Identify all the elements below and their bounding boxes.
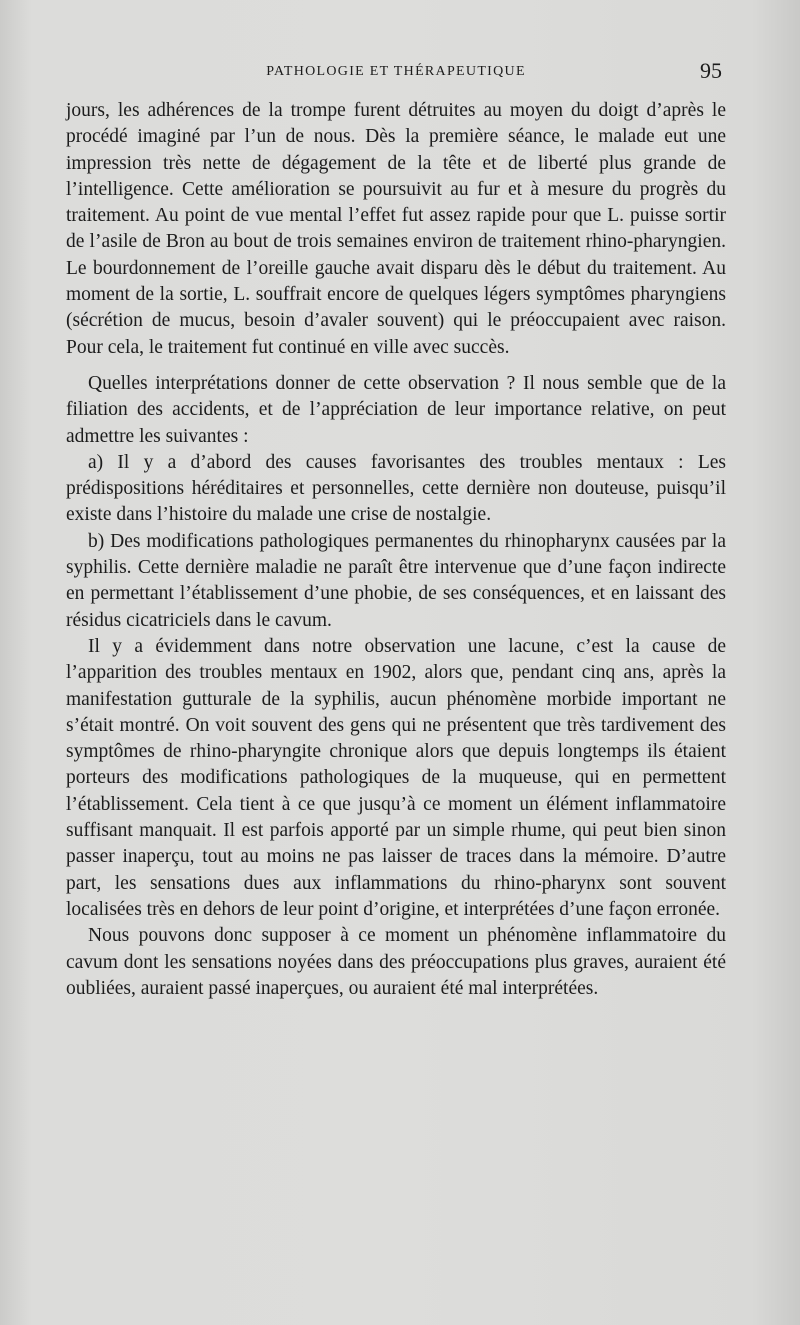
paragraph-point-a: a) Il y a d’abord des causes favorisantes des troubles mentaux : Les prédispositions héréditaires et personnelles, cette dernière non douteuse, puisqu’il existe dans l’histoire du malade une crise de nostalgie. — [66, 451, 726, 526]
paragraph-interpretations: Quelles interprétations donner de cette observation ? Il nous semble que de la filiation des accidents, et de l’appréciation de leur importance relative, on peut admettre les suivantes : — [66, 372, 726, 447]
page-header — [60, 58, 732, 88]
paragraph-continued: jours, les adhérences de la trompe furent détruites au moyen du doigt d’après le procédé imaginé par l’un de nous. Dès la première séance, le malade eut une impression très nette de dégagement de la tête et de liberté plus grande de l’intelligence. Cette amélioration se poursuivit au fur et à mesure du progrès du traitement. Au point de vue mental l’effet fut assez rapide pour que L. puisse sortir de l’asile de Bron au bout de trois semaines environ de traitement rhino-pharyngien. Le bourdonnement de l’oreille gauche avait disparu dès le début du traitement. Au moment de la sortie, L. souffrait encore de quelques légers symptômes pharyngiens (sécrétion de mucus, besoin d’avaler souvent) qui le préoccupaient avec raison. Pour cela, le traitement fut continué en ville avec succès. — [66, 100, 726, 358]
body-text — [66, 98, 726, 1002]
page-number: 95 — [700, 58, 722, 83]
paragraph-conclusion: Nous pouvons donc supposer à ce moment un phénomène inflammatoire du cavum dont les sensations noyées dans des préoccupations plus graves, auraient été oubliées, auraient passé inaperçues, ou auraient été mal interprétées. — [66, 925, 726, 999]
paragraph-point-b: b) Des modifications pathologiques permanentes du rhinopharynx causées par la syphilis. Cette dernière maladie ne paraît être intervenue que d’une façon indirecte en permettant l’établissement d’une phobie, de ses conséquences, et en laissant des résidus cicatriciels dans le cavum. — [66, 530, 726, 631]
paragraph-lacune: Il y a évidemment dans notre observation une lacune, c’est la cause de l’apparition des troubles mentaux en 1902, alors que, pendant cinq ans, après la manifestation gutturale de la syphilis, aucun phénomène morbide important ne s’était montré. On voit souvent des gens qui ne présentent que très tardivement des symptômes de rhino-pharyngite chronique alors que depuis longtemps ils étaient porteurs des modifications pathologiques de la muqueuse, qui en permettent l’établissement. Cela tient à ce que jusqu’à ce moment un élément inflammatoire suffisant manquait. Il est parfois apporté par un simple rhume, qui peut bien sinon passer inaperçu, tout au moins ne pas laisser de traces dans la mémoire. D’autre part, les sensations dues aux inflammations du rhino-pharynx sont souvent localisées très en dehors de leur point d’origine, et interprétées d’une façon erronée. — [66, 635, 726, 920]
running-title: PATHOLOGIE ET THÉRAPEUTIQUE — [266, 64, 526, 79]
